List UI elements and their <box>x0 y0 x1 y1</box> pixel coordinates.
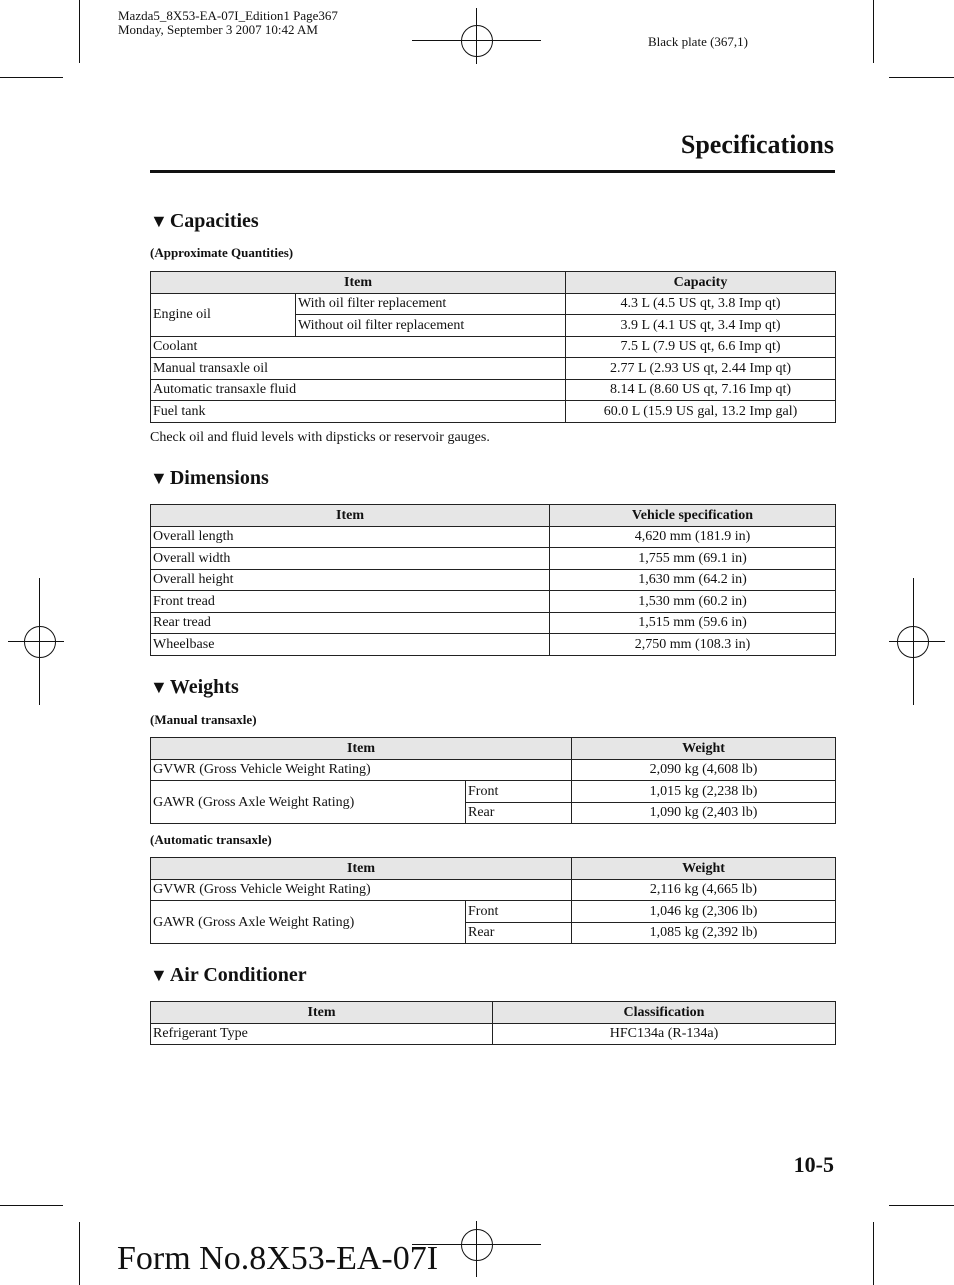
table-row <box>151 879 836 901</box>
gawr-label: GAWR (Gross Axle Weight Rating) <box>151 901 466 944</box>
capacities-heading <box>150 210 259 233</box>
with-filter-label: With oil filter replacement <box>296 293 566 315</box>
col-header-item: Item <box>151 1002 493 1024</box>
table-header-row <box>151 738 836 760</box>
table-row <box>151 569 836 591</box>
front-label: Front <box>466 901 572 923</box>
weights-heading <box>150 676 239 699</box>
table-row <box>151 1023 836 1045</box>
row-item: Coolant <box>151 336 566 358</box>
col-header-item: Item <box>151 738 572 760</box>
triangle-down-icon: ▼ <box>150 677 168 697</box>
triangle-down-icon: ▼ <box>150 468 168 488</box>
without-filter-value: 3.9 L (4.1 US qt, 3.4 Imp qt) <box>566 315 836 337</box>
table-row <box>151 293 836 315</box>
front-value: 1,015 kg (2,238 lb) <box>572 781 836 803</box>
gvwr-label: GVWR (Gross Vehicle Weight Rating) <box>151 759 572 781</box>
table-row <box>151 781 836 803</box>
form-number: Form No.8X53-EA-07I <box>117 1240 439 1277</box>
automatic-weights-table <box>150 857 836 944</box>
row-item: Front tread <box>151 591 550 613</box>
row-item: Fuel tank <box>151 401 566 423</box>
rear-label: Rear <box>466 922 572 944</box>
row-item: Automatic transaxle fluid <box>151 379 566 401</box>
row-item: Overall width <box>151 548 550 570</box>
dimensions-table <box>150 504 836 656</box>
row-item: Overall length <box>151 526 550 548</box>
print-header-line2: Monday, September 3 2007 10:42 AM <box>118 22 318 37</box>
table-row <box>151 612 836 634</box>
table-row <box>151 591 836 613</box>
row-value: 2.77 L (2.93 US qt, 2.44 Imp qt) <box>566 358 836 380</box>
table-header-row <box>151 272 836 294</box>
front-label: Front <box>466 781 572 803</box>
col-header-spec: Vehicle specification <box>550 505 836 527</box>
col-header-item: Item <box>151 272 566 294</box>
table-row <box>151 379 836 401</box>
page-title: Specifications <box>680 130 834 159</box>
crop-mark <box>873 1222 874 1285</box>
crop-mark <box>79 1222 80 1285</box>
refrigerant-type-label: Refrigerant Type <box>151 1023 493 1045</box>
row-item: Overall height <box>151 569 550 591</box>
crop-mark <box>79 0 80 63</box>
table-header-row <box>151 1002 836 1024</box>
table-header-row <box>151 858 836 880</box>
table-row <box>151 336 836 358</box>
dimensions-heading-text: Dimensions <box>169 467 269 489</box>
row-value: 1,630 mm (64.2 in) <box>550 569 836 591</box>
automatic-transaxle-note: (Automatic transaxle) <box>150 832 272 847</box>
with-filter-value: 4.3 L (4.5 US qt, 3.8 Imp qt) <box>566 293 836 315</box>
rear-value: 1,090 kg (2,403 lb) <box>572 802 836 824</box>
gawr-label: GAWR (Gross Axle Weight Rating) <box>151 781 466 824</box>
col-header-classification: Classification <box>493 1002 836 1024</box>
gvwr-label: GVWR (Gross Vehicle Weight Rating) <box>151 879 572 901</box>
gvwr-value: 2,116 kg (4,665 lb) <box>572 879 836 901</box>
crop-mark <box>889 1205 954 1206</box>
plate-label: Black plate (367,1) <box>648 34 748 49</box>
col-header-item: Item <box>151 505 550 527</box>
capacities-heading-text: Capacities <box>169 210 259 232</box>
rear-value: 1,085 kg (2,392 lb) <box>572 922 836 944</box>
triangle-down-icon: ▼ <box>150 965 168 985</box>
air-conditioner-heading <box>150 964 307 987</box>
crop-mark <box>0 77 63 78</box>
air-conditioner-table <box>150 1001 836 1045</box>
capacities-footnote: Check oil and fluid levels with dipsticks or reservoir gauges. <box>150 430 490 445</box>
capacities-table <box>150 271 836 423</box>
registration-target-icon <box>897 626 929 658</box>
row-value: 4,620 mm (181.9 in) <box>550 526 836 548</box>
manual-weights-table <box>150 737 836 824</box>
weights-heading-text: Weights <box>169 676 239 698</box>
triangle-down-icon: ▼ <box>150 211 168 231</box>
col-header-capacity: Capacity <box>566 272 836 294</box>
row-value: 8.14 L (8.60 US qt, 7.16 Imp qt) <box>566 379 836 401</box>
table-row <box>151 634 836 656</box>
without-filter-label: Without oil filter replacement <box>296 315 566 337</box>
crop-mark <box>0 1205 63 1206</box>
table-header-row <box>151 505 836 527</box>
col-header-weight: Weight <box>572 858 836 880</box>
row-value: 1,755 mm (69.1 in) <box>550 548 836 570</box>
table-row <box>151 548 836 570</box>
registration-target-icon <box>461 1229 493 1261</box>
refrigerant-type-value: HFC134a (R-134a) <box>493 1023 836 1045</box>
table-row <box>151 901 836 923</box>
row-value: 7.5 L (7.9 US qt, 6.6 Imp qt) <box>566 336 836 358</box>
manual-transaxle-note: (Manual transaxle) <box>150 712 257 727</box>
air-conditioner-heading-text: Air Conditioner <box>169 964 307 986</box>
rear-label: Rear <box>466 802 572 824</box>
engine-oil-label: Engine oil <box>151 293 296 336</box>
capacities-note: (Approximate Quantities) <box>150 245 294 260</box>
registration-target-icon <box>24 626 56 658</box>
title-rule <box>150 170 835 173</box>
crop-mark <box>873 0 874 63</box>
table-row <box>151 401 836 423</box>
page-number: 10-5 <box>793 1152 834 1177</box>
table-row <box>151 759 836 781</box>
dimensions-heading <box>150 467 269 490</box>
col-header-weight: Weight <box>572 738 836 760</box>
table-row <box>151 526 836 548</box>
gvwr-value: 2,090 kg (4,608 lb) <box>572 759 836 781</box>
row-value: 1,515 mm (59.6 in) <box>550 612 836 634</box>
print-header-line1: Mazda5_8X53-EA-07I_Edition1 Page367 <box>118 8 338 23</box>
table-row <box>151 358 836 380</box>
row-item: Rear tread <box>151 612 550 634</box>
registration-target-icon <box>461 25 493 57</box>
row-value: 2,750 mm (108.3 in) <box>550 634 836 656</box>
row-item: Manual transaxle oil <box>151 358 566 380</box>
crop-mark <box>889 77 954 78</box>
row-value: 60.0 L (15.9 US gal, 13.2 Imp gal) <box>566 401 836 423</box>
col-header-item: Item <box>151 858 572 880</box>
row-value: 1,530 mm (60.2 in) <box>550 591 836 613</box>
row-item: Wheelbase <box>151 634 550 656</box>
front-value: 1,046 kg (2,306 lb) <box>572 901 836 923</box>
